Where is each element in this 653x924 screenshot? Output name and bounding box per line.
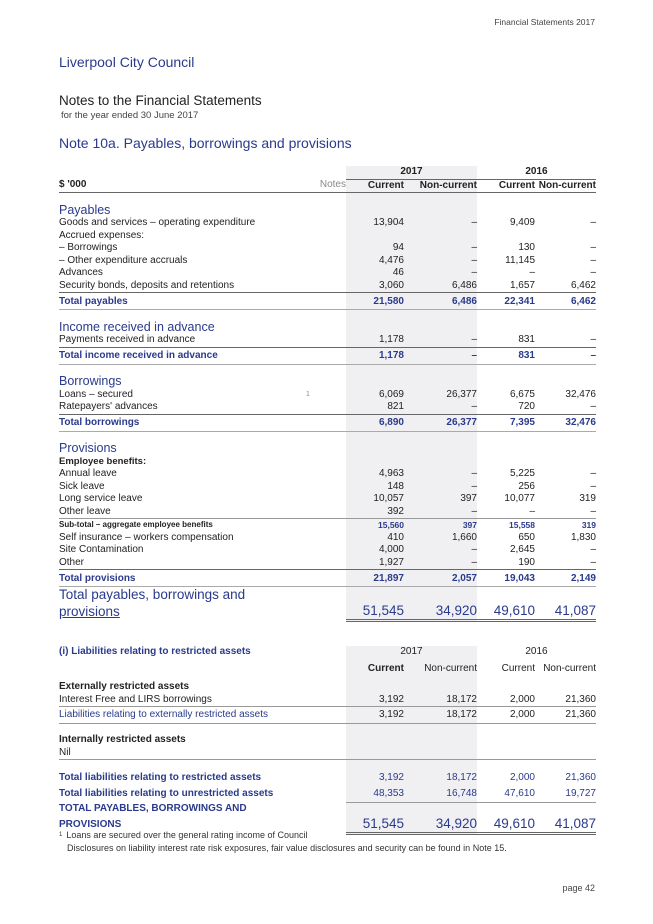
table-row: Loans – secured 1 6,069 26,377 6,675 32,476	[59, 388, 596, 400]
note-title: Note 10a. Payables, borrowings and provisions	[59, 135, 352, 151]
col-noncurrent-2017: Non-current	[404, 659, 477, 676]
page-subtitle: for the year ended 30 June 2017	[61, 110, 199, 121]
table-row: Advances 46 – – –	[59, 267, 596, 278]
payables-table	[59, 166, 596, 622]
col-current-2017: Current	[346, 659, 404, 676]
year-2016: 2016	[525, 646, 548, 657]
notes-header: Notes	[306, 179, 346, 193]
subtotal-row: Sub-total – aggregate employee benefits 15,560 397 15,558 319	[59, 520, 596, 530]
total-payables-row: Total payables 21,580 6,486 22,341 6,462	[59, 293, 596, 310]
grand-total-row: provisions 51,545 34,920 49,610 41,087	[59, 603, 596, 619]
organisation-name: Liverpool City Council	[59, 54, 195, 70]
col-current-2016: Current	[477, 179, 535, 193]
table-row: Security bonds, deposits and retentions 3,060 6,486 1,657 6,462	[59, 279, 596, 291]
section-provisions: Provisions	[59, 441, 117, 456]
table-row: – Other expenditure accruals 4,476 – 11,145 –	[59, 254, 596, 266]
page-title: Notes to the Financial Statements	[59, 93, 262, 108]
table-row: Other leave 392 – – –	[59, 505, 596, 517]
table-row: Self insurance – workers compensation 410 1,660 650 1,830	[59, 531, 596, 543]
total-income-row: Total income received in advance 1,178 – 831 –	[59, 347, 596, 364]
external-heading: Externally restricted assets	[59, 681, 190, 692]
table-row: Goods and services – operating expenditure 13,904 – 9,409 –	[59, 217, 596, 228]
table-row: Long service leave 10,057 397 10,077 319	[59, 493, 596, 504]
col-noncurrent-2017: Non-current	[404, 179, 477, 193]
running-header: Financial Statements 2017	[494, 17, 595, 27]
total-provisions-row: Total provisions 21,897 2,057 19,043 2,149	[59, 570, 596, 587]
year-2017: 2017	[346, 166, 477, 179]
table-row: Other 1,927 – 190 –	[59, 556, 596, 568]
table-row: Nil	[59, 747, 596, 760]
col-noncurrent-2016: Non-current	[535, 179, 596, 193]
grand-total-label-row: Total payables, borrowings and	[59, 587, 596, 604]
table-row: Site Contamination 4,000 – 2,645 –	[59, 544, 596, 555]
restricted-heading: (i) Liabilities relating to restricted assets	[59, 646, 251, 657]
table-row: Payments received in advance 1,178 – 831 –	[59, 334, 596, 345]
total-borrowings-row: Total borrowings 6,890 26,377 7,395 32,476	[59, 414, 596, 431]
section-borrowings: Borrowings	[59, 374, 122, 389]
table-row: Ratepayers' advances 821 – 720 –	[59, 401, 596, 412]
footnote-2: Disclosures on liability interest rate risk exposures, fair value disclosures and security can be found in Note 15.	[67, 843, 507, 853]
grand-total-label-row: TOTAL PAYABLES, BORROWINGS AND	[59, 802, 596, 816]
unit-label: $ '000	[59, 179, 306, 193]
internal-heading: Internally restricted assets	[59, 734, 186, 745]
table-row: Sick leave 148 – 256 –	[59, 480, 596, 492]
footnote-1: Loans are secured over the general rating income of Council	[66, 830, 308, 840]
table-row: – Borrowings 94 – 130 –	[59, 242, 596, 253]
col-current-2017: Current	[346, 179, 404, 193]
col-current-2016: Current	[501, 662, 535, 674]
page-number: page 42	[562, 883, 595, 893]
table-row: Interest Free and LIRS borrowings 3,192 18,172 2,000 21,360	[59, 693, 596, 705]
restricted-assets-table	[59, 646, 596, 835]
table-row: Employee benefits:	[59, 456, 596, 469]
footnote-marker: 1	[59, 832, 63, 838]
year-2016: 2016	[477, 166, 596, 179]
table-row: Annual leave 4,963 – 5,225 –	[59, 468, 596, 479]
table-row: Accrued expenses:	[59, 230, 596, 243]
note-ref: 1	[306, 390, 310, 398]
col-noncurrent-2016: Non-current	[543, 662, 596, 674]
section-income: Income received in advance	[59, 319, 215, 334]
footnotes	[59, 829, 507, 855]
year-2017: 2017	[346, 646, 477, 659]
unrestricted-total-row: Total liabilities relating to unrestricted assets 48,353 16,748 47,610 19,727	[59, 786, 596, 802]
restricted-total-row: Total liabilities relating to restricted assets 3,192 18,172 2,000 21,360	[59, 770, 596, 786]
section-payables: Payables	[59, 202, 111, 217]
grand-total-row: PROVISIONS 51,545 34,920 49,610 41,087	[59, 816, 596, 834]
external-total-row: Liabilities relating to externally restricted assets 3,192 18,172 2,000 21,360	[59, 707, 596, 724]
